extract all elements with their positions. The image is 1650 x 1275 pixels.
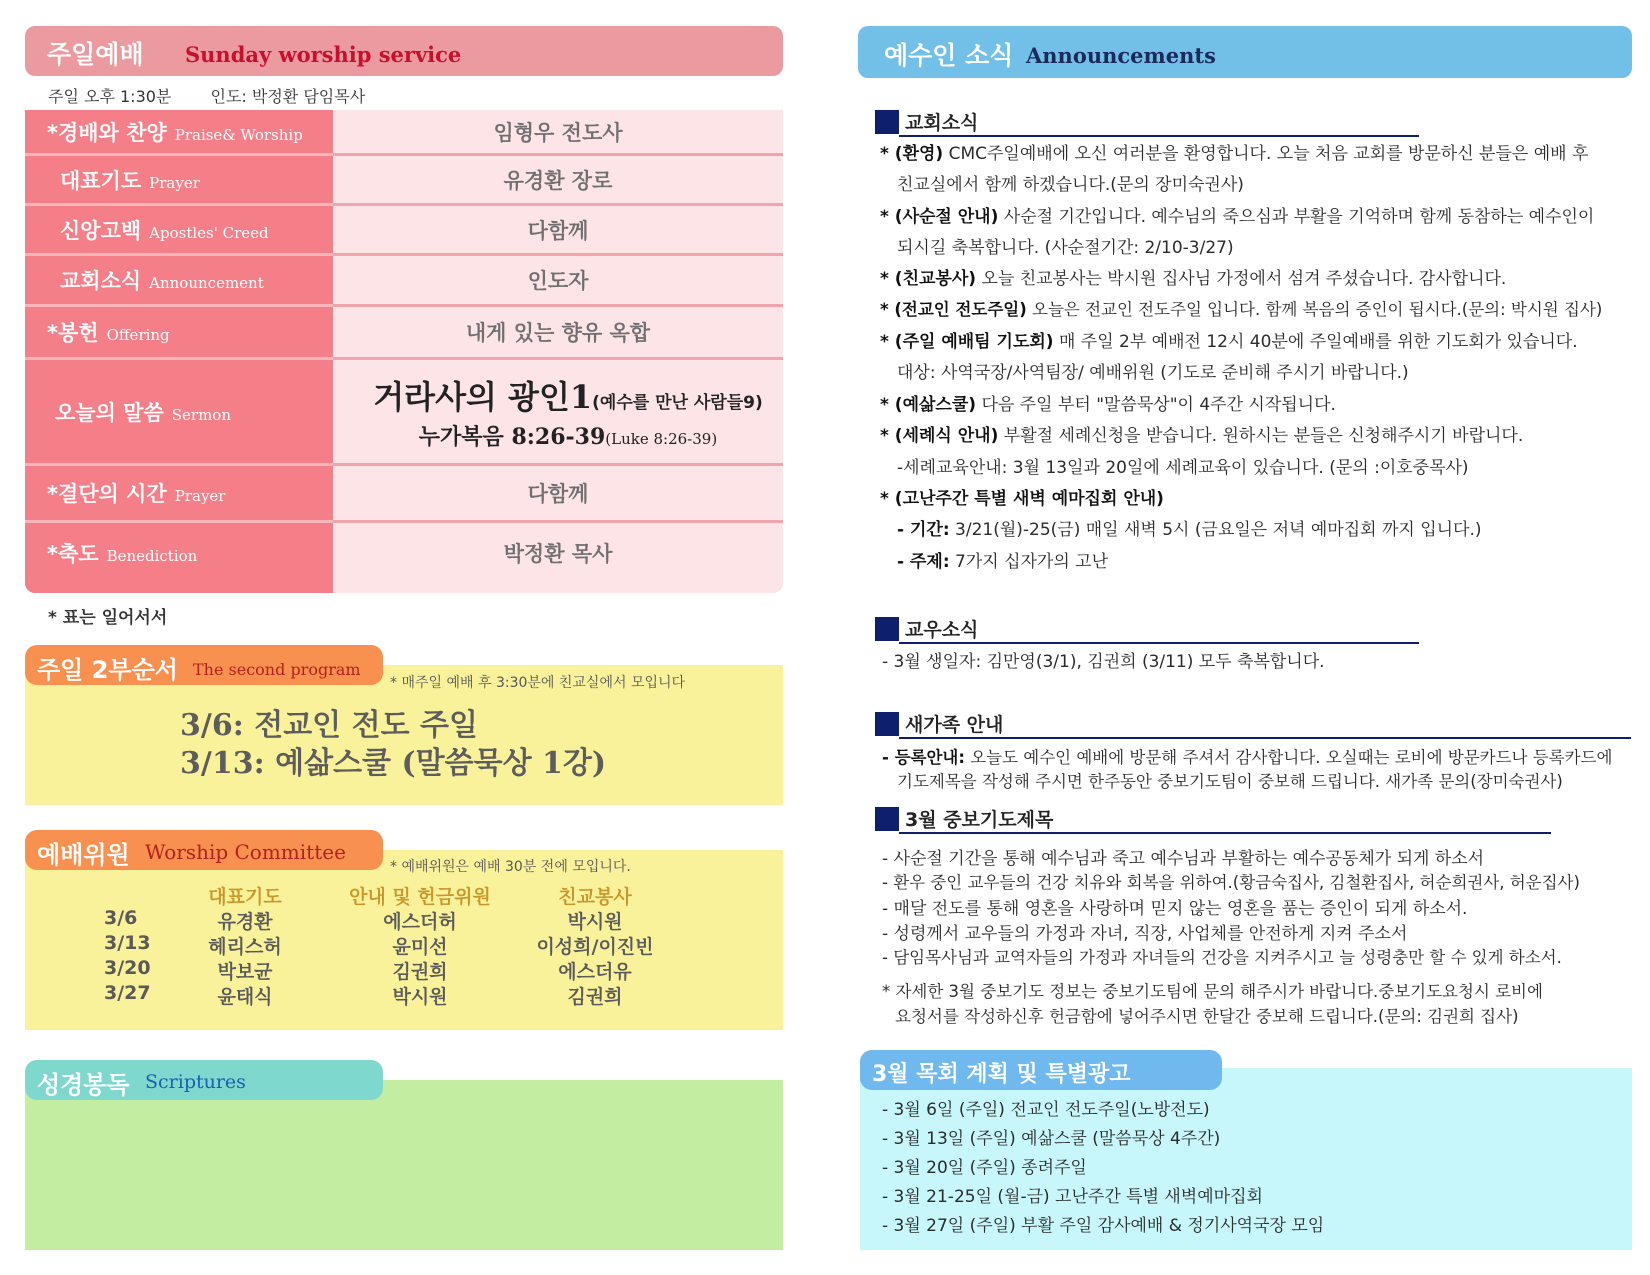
- order-item-en: Prayer: [149, 173, 200, 192]
- scripture-box: [25, 1080, 783, 1250]
- church-news-line: 되시길 축복합니다. (사순절기간: 2/10-3/27): [897, 238, 1234, 258]
- committee-fellowship: 이성희/이진빈: [536, 936, 654, 958]
- order-person: 인도자: [527, 269, 589, 293]
- order-row: [25, 466, 783, 520]
- committee-usher: 김권희: [392, 961, 448, 983]
- order-item-en: Announcement: [149, 274, 264, 292]
- prayer-note-line: * 자세한 3월 중보기도 정보는 중보기도팀에 문의 해주시가 바랍니다.중보기도요청시 로비에: [882, 982, 1543, 1001]
- committee-date: 3/6: [104, 907, 138, 929]
- prayer-topic-line: - 성령께서 교우들의 가정과 자녀, 직장, 사업체를 안전하게 지켜 주소서: [882, 924, 1408, 944]
- committee-fellowship: 에스더유: [558, 961, 632, 983]
- order-item-en: Sermon: [171, 405, 231, 424]
- church-news-line: * (고난주간 특별 새벽 예마집회 안내): [880, 489, 1164, 509]
- church-news-line: * (환영) CMC주일예배에 오신 여러분을 환영합니다. 오늘 처음 교회를 방문하신 분들은 예배 후: [880, 144, 1589, 164]
- order-person: 다함께: [527, 218, 589, 243]
- order-person: 내게 있는 향유 옥합: [465, 321, 651, 345]
- order-row: [25, 256, 783, 304]
- scripture-tab: [25, 1060, 383, 1100]
- plan-line: - 3월 27일 (주일) 부활 주일 감사예배 & 정기사역국장 모임: [882, 1216, 1325, 1236]
- prayer-topic-line: - 매달 전도를 통해 영혼을 사랑하며 믿지 않는 영혼을 품는 증인이 되게 하소서.: [882, 899, 1468, 919]
- worship-info: [48, 84, 399, 107]
- order-item-en: Prayer: [174, 487, 226, 505]
- prayer-topic-line: - 사순절 기간을 통해 예수님과 죽고 예수님과 부활하는 예수공동체가 되게 하소서: [882, 849, 1485, 869]
- committee-prayer: 유경환: [217, 911, 273, 933]
- church-news-line: -세례교육안내: 3월 13일과 20일에 세례교육이 있습니다. (문의 :이호중목사): [897, 458, 1469, 478]
- worship-time: 주일 오후 1:30분: [48, 87, 172, 106]
- announcements-title-ko: 예수인 소식: [884, 41, 1014, 70]
- scripture-title-en: Scriptures: [145, 1071, 246, 1093]
- square-bullet-icon: [875, 712, 899, 736]
- church-news-line: * (세례식 안내) 부활절 세례신청을 받습니다. 원하시는 분들은 신청해주시기 바랍니다.: [880, 426, 1524, 446]
- order-row: [25, 110, 783, 153]
- order-item-ko: *축도: [47, 542, 99, 566]
- divider: [899, 832, 1551, 834]
- church-news-line: * (예삶스쿨) 다음 주일 부터 "말씀묵상"이 4주간 시작됩니다.: [880, 395, 1336, 415]
- square-bullet-icon: [875, 807, 899, 831]
- order-row: [25, 307, 783, 357]
- worship-leader: 인도: 박정환 담임목사: [210, 87, 366, 106]
- committee-usher: 윤미선: [392, 936, 448, 958]
- order-person: 박정환 목사: [503, 542, 613, 566]
- square-bullet-icon: [875, 110, 899, 134]
- committee-prayer: 헤리스허: [208, 936, 282, 958]
- second-program-line: 3/13: 예삶스쿨 (말씀묵상 1강): [180, 746, 607, 781]
- sermon-info: [373, 372, 762, 451]
- new-family-line: - 등록안내: 오늘도 예수인 예배에 방문해 주셔서 감사합니다. 오실때는 로비에 방문카드나 등록카드에: [882, 748, 1613, 767]
- plan-line: - 3월 13일 (주일) 예삶스쿨 (말씀묵상 4주간): [882, 1129, 1221, 1149]
- sermon-passage-en: (Luke 8:26-39): [605, 430, 718, 448]
- plan-line: - 3월 6일 (주일) 전교인 전도주일(노방전도): [882, 1100, 1210, 1120]
- order-item-ko: 대표기도: [60, 168, 142, 193]
- order-item-en: Benediction: [106, 547, 198, 565]
- order-row-sermon: [25, 360, 783, 463]
- order-row: [25, 523, 783, 583]
- scripture-title-ko: 성경봉독: [37, 1071, 130, 1099]
- member-news-line: - 3월 생일자: 김만영(3/1), 김권희 (3/11) 모두 축복합니다.: [882, 652, 1325, 672]
- worship-title-en: Sunday worship service: [185, 42, 462, 67]
- committee-usher: 박시원: [392, 986, 448, 1008]
- sermon-passage: 누가복음 8:26-39: [418, 424, 606, 450]
- order-item-ko: 오늘의 말씀: [55, 400, 164, 425]
- plan-title: 3월 목회 계획 및 특별광고: [872, 1062, 1131, 1087]
- order-item-ko: 교회소식: [60, 269, 142, 293]
- order-person: 다함께: [527, 482, 589, 506]
- second-program-line: 3/6: 전교인 전도 주일: [180, 708, 478, 743]
- committee-usher: 에스더허: [383, 911, 457, 933]
- church-news-line: * (친교봉사) 오늘 친교봉사는 박시원 집사님 가정에서 섬겨 주셨습니다. 감사합니다.: [880, 269, 1507, 289]
- second-program-note: * 매주일 예배 후 3:30분에 친교실에서 모입니다: [390, 675, 686, 691]
- committee-header-usher: 안내 및 헌금위원: [349, 886, 491, 908]
- second-program-title-ko: 주일 2부순서: [37, 656, 178, 684]
- committee-header-prayer: 대표기도: [208, 886, 282, 908]
- prayer-topic-line: - 환우 중인 교우들의 건강 치유와 회복을 위하여.(황금숙집사, 김철환집사, 허순희권사, 허운집사): [882, 873, 1580, 892]
- order-item-ko: *결단의 시간: [47, 482, 167, 506]
- divider: [899, 737, 1631, 739]
- prayer-note-line: 요청서를 작성하신후 헌금함에 넣어주시면 한달간 중보해 드립니다.(문의: 김권희 집사): [895, 1007, 1519, 1026]
- second-program-title-en: The second program: [193, 660, 361, 679]
- order-person: 유경환 장로: [503, 168, 613, 193]
- committee-prayer: 윤태식: [217, 986, 273, 1008]
- worship-title-ko: 주일예배: [47, 40, 144, 69]
- church-news-line: * (전교인 전도주일) 오늘은 전교인 전도주일 입니다. 함께 복음의 증인이 됩시다.(문의: 박시원 집사): [880, 300, 1603, 319]
- church-news-line: 친교실에서 함께 하겠습니다.(문의 장미숙권사): [897, 175, 1244, 195]
- order-row: [25, 206, 783, 253]
- prayer-topic-line: - 담임목사님과 교역자들의 가정과 자녀들의 건강을 지켜주시고 늘 성령충만 할 수 있게 하소서.: [882, 948, 1562, 967]
- church-news-line: * (주일 예배팀 기도회) 매 주일 2부 예배전 12시 40분에 주일예배를 위한 기도회가 있습니다.: [880, 332, 1578, 352]
- second-program-tab: [25, 645, 383, 685]
- square-bullet-icon: [875, 617, 899, 641]
- plan-line: - 3월 21-25일 (월-금) 고난주간 특별 새벽예마집회: [882, 1187, 1263, 1207]
- divider: [899, 135, 1419, 137]
- committee-title-en: Worship Committee: [145, 840, 346, 864]
- plan-line: - 3월 20일 (주일) 종려주일: [882, 1158, 1087, 1178]
- committee-prayer: 박보균: [217, 961, 273, 983]
- announcements-header: [858, 26, 1632, 78]
- committee-fellowship: 박시원: [567, 911, 623, 933]
- church-news-line: - 주제: 7가지 십자가의 고난: [897, 552, 1109, 572]
- sermon-title: 거라사의 광인1: [373, 378, 593, 416]
- order-item-en: Praise& Worship: [174, 125, 303, 144]
- committee-fellowship: 김권희: [567, 986, 623, 1008]
- committee-header-fellowship: 친교봉사: [558, 886, 632, 908]
- church-news-line: * (사순절 안내) 사순절 기간입니다. 예수님의 죽으심과 부활을 기억하며 함께 동참하는 예수인이: [880, 207, 1595, 227]
- order-item-en: Apostles' Creed: [149, 223, 269, 242]
- order-person: 임형우 전도사: [493, 120, 623, 145]
- committee-date: 3/27: [104, 982, 151, 1004]
- church-news-line: - 기간: 3/21(월)-25(금) 매일 새벽 5시 (금요일은 저녁 예마집회 까지 입니다.): [897, 520, 1482, 540]
- committee-date: 3/13: [104, 932, 151, 954]
- new-family-line: 기도제목을 작성해 주시면 한주동안 중보기도팀이 중보해 드립니다. 새가족 문의(장미숙권사): [897, 772, 1563, 791]
- committee-title-ko: 예배위원: [37, 841, 130, 869]
- order-item-ko: *봉헌: [47, 321, 99, 345]
- order-item-en: Offering: [106, 326, 170, 344]
- announcements-title-en: Announcements: [1026, 43, 1216, 68]
- committee-note: * 예배위원은 예배 30분 전에 모입니다.: [390, 859, 631, 875]
- committee-date: 3/20: [104, 957, 151, 979]
- committee-tab: [25, 830, 383, 870]
- worship-header: [25, 26, 783, 76]
- order-row: [25, 156, 783, 203]
- order-item-ko: *경배와 찬양: [47, 120, 167, 145]
- church-news-line: 대상: 사역국장/사역팀장/ 예배위원 (기도로 준비해 주시기 바랍니다.): [897, 363, 1409, 383]
- plan-tab: [860, 1050, 1222, 1090]
- standing-note: * 표는 일어서서: [48, 608, 168, 628]
- sermon-subtitle: (예수를 만난 사람들9): [592, 393, 763, 413]
- divider: [899, 642, 1419, 644]
- order-item-ko: 신앙고백: [60, 218, 142, 243]
